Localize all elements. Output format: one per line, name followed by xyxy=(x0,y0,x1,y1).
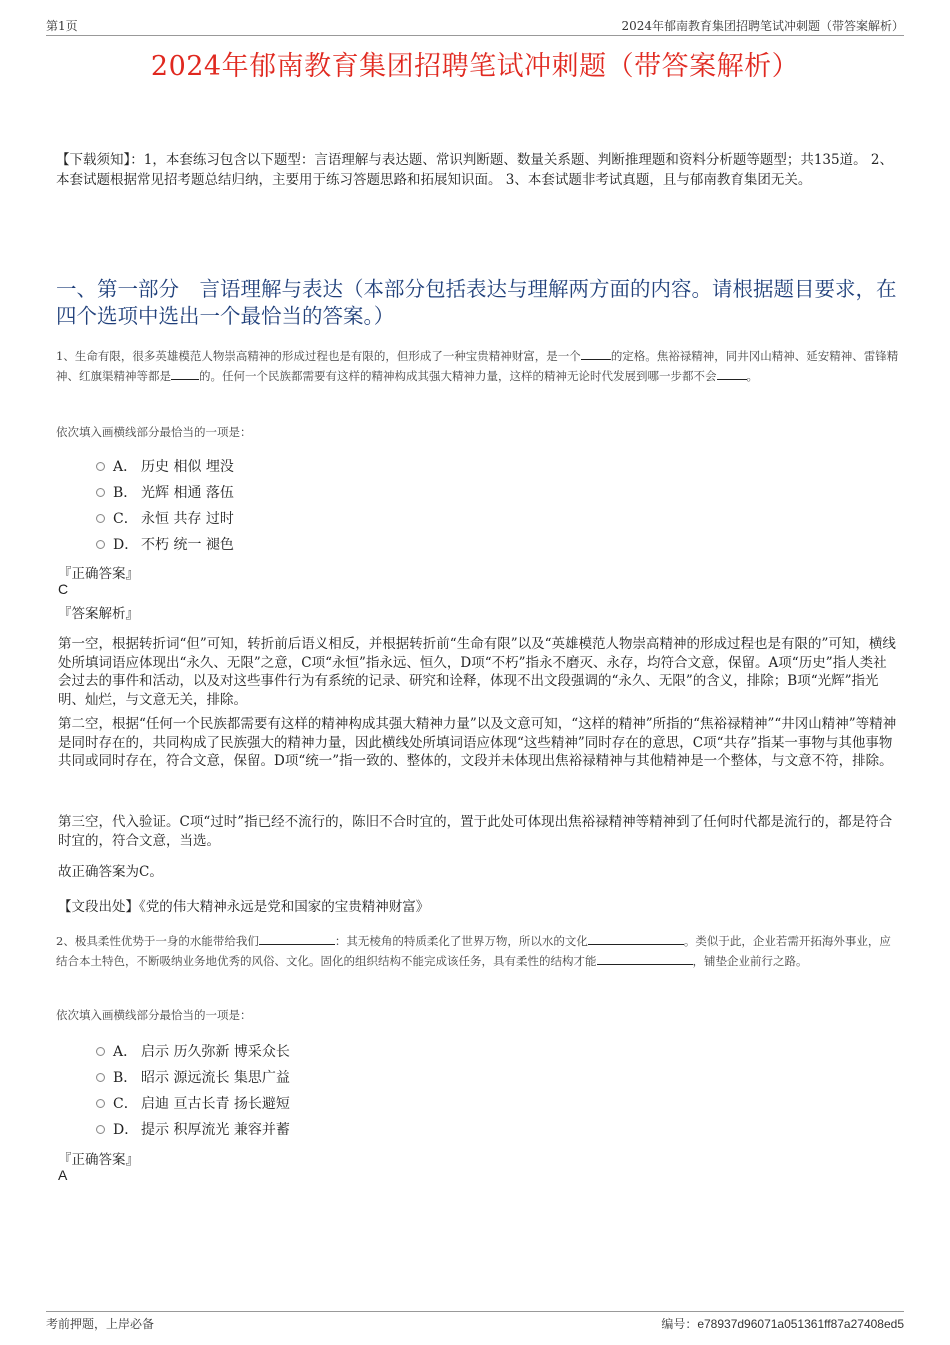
radio-icon[interactable] xyxy=(96,514,105,523)
question-2-options xyxy=(96,1038,290,1142)
option-c[interactable]: C． 永恒 共存 过时 xyxy=(96,505,234,531)
page-number: 第1页 xyxy=(46,19,78,33)
q2-text-part1: 2、极具柔性优势于一身的水能带给我们 xyxy=(56,934,259,948)
blank-line xyxy=(171,379,199,380)
blank-line xyxy=(588,944,684,945)
q1-text-part4: 。 xyxy=(746,368,758,383)
blank-line xyxy=(717,379,747,380)
radio-icon[interactable] xyxy=(96,488,105,497)
question-1-options xyxy=(96,453,234,557)
blank-line xyxy=(581,359,611,360)
option-d[interactable]: D． 提示 积厚流光 兼容并蓄 xyxy=(96,1116,290,1142)
radio-icon[interactable] xyxy=(96,1099,105,1108)
question-1-instruction: 依次填入画横线部分最恰当的一项是： xyxy=(56,425,252,439)
analysis-conclusion: 故正确答案为C。 xyxy=(58,864,163,880)
blank-line xyxy=(597,964,693,965)
question-2-stem xyxy=(56,932,900,971)
radio-icon[interactable] xyxy=(96,1073,105,1082)
analysis-paragraph-3: 第三空，代入验证。C项“过时”指已经不流行的，陈旧不合时宜的，置于此处可体现出焦裕禄精神等精神到了任何时代都是流行的，都是符合时宜的，符合文意，当选。 xyxy=(58,814,893,849)
page-header xyxy=(46,15,904,36)
header-doc-title: 2024年郁南教育集团招聘笔试冲刺题（带答案解析） xyxy=(621,19,904,33)
page-footer xyxy=(46,1311,904,1332)
radio-icon[interactable] xyxy=(96,1125,105,1134)
download-notice: 【下载须知】：1，本套练习包含以下题型：言语理解与表达题、常识判断题、数量关系题、判断推理题和资料分析题等题型；共135道。 2、本套试题根据常见招考题总结归纳，主要用于练习答题思路和拓展知识面。 3、本套试题非考试真题，且与郁南教育集团无关。 xyxy=(56,152,893,188)
answer-label: 『正确答案』 xyxy=(58,1152,139,1168)
source-citation: 【文段出处】《党的伟大精神永远是党和国家的宝贵精神财富》 xyxy=(58,899,430,915)
option-d[interactable]: D． 不朽 统一 褪色 xyxy=(96,531,234,557)
option-a[interactable]: A． 启示 历久弥新 博采众长 xyxy=(96,1038,290,1064)
analysis-paragraph-1: 第一空，根据转折词“但”可知，转折前后语义相反，并根据转折前“生命有限”以及“英雄模范人物崇高精神的形成过程也是有限的”可知，横线处所填词语应体现出“永久、无限”之意，C项“永恒”指永远、恒久，D项“不朽”指永不磨灭、永存，均符合文意，保留。A项“历史”指人类社会过去的事件和活动，以及对这些事件行为有系统的记录、研究和诠释，体现不出文段强调的“永久、无限”的含义，排除；B项“光辉”指光明、灿烂，与文意无关，排除。 xyxy=(58,636,896,708)
q2-text-part3: 。类似于此，企业若需开拓海外事业，应结合本土特色，不断吸纳业务地优秀的风俗、文化。固化的组织结构不能完成该任务，具有柔性的结构才能 xyxy=(56,934,891,968)
q1-text-part1: 1、生命有限，很多英雄模范人物崇高精神的形成过程也是有限的，但形成了一种宝贵精神财富，是一个 xyxy=(56,349,581,363)
q1-text-part2: 的定格。焦裕禄精神，同井冈山精神、延安精神、雷锋精神、红旗渠精神等都是 xyxy=(56,349,899,383)
q2-text-part2: ：其无棱角的特质柔化了世界万物，所以水的文化 xyxy=(334,934,588,948)
option-a[interactable]: A． 历史 相似 埋没 xyxy=(96,453,234,479)
analysis-paragraph-2: 第二空，根据“任何一个民族都需要有这样的精神构成其强大精神力量”以及文意可知，“这样的精神”所指的“焦裕禄精神”“井冈山精神”等精神是同时存在的，共同构成了民族强大的精神力量，因此横线处所填词语应体现“这些精神”同时存在的意思，C项“共存”指某一事物与其他事物共同或同时存在，符合文意，保留。D项“统一”指一致的、整体的，文段并未体现出焦裕禄精神与其他精神是一个整体，与文意不符，排除。 xyxy=(58,716,897,769)
section-heading: 一、第一部分 言语理解与表达（本部分包括表达与理解两方面的内容。请根据题目要求，在四个选项中选出一个最恰当的答案。） xyxy=(56,277,897,328)
option-b[interactable]: B． 光辉 相通 落伍 xyxy=(96,479,234,505)
analysis-label: 『答案解析』 xyxy=(58,606,139,622)
radio-icon[interactable] xyxy=(96,1047,105,1056)
answer-label: 『正确答案』 xyxy=(58,566,139,582)
answer-value: C xyxy=(58,581,69,597)
q2-text-part4: ，铺垫企业前行之路。 xyxy=(692,953,808,968)
blank-line xyxy=(259,944,335,945)
q1-text-part3: 的。任何一个民族都需要有这样的精神构成其强大精神力量，这样的精神无论时代发展到哪一步都不会 xyxy=(199,368,717,383)
footer-slogan: 考前押题，上岸必备 xyxy=(46,1317,155,1331)
page-title: 2024年郁南教育集团招聘笔试冲刺题（带答案解析） xyxy=(150,51,800,82)
option-b[interactable]: B． 昭示 源远流长 集思广益 xyxy=(96,1064,290,1090)
radio-icon[interactable] xyxy=(96,540,105,549)
radio-icon[interactable] xyxy=(96,462,105,471)
option-c[interactable]: C． 启迪 亘古长青 扬长避短 xyxy=(96,1090,290,1116)
question-2-instruction: 依次填入画横线部分最恰当的一项是： xyxy=(56,1008,252,1022)
footer-code: 编号：e78937d96071a051361ff87a27408ed5 xyxy=(661,1317,904,1331)
question-1-stem xyxy=(56,347,900,386)
answer-value: A xyxy=(58,1167,68,1183)
